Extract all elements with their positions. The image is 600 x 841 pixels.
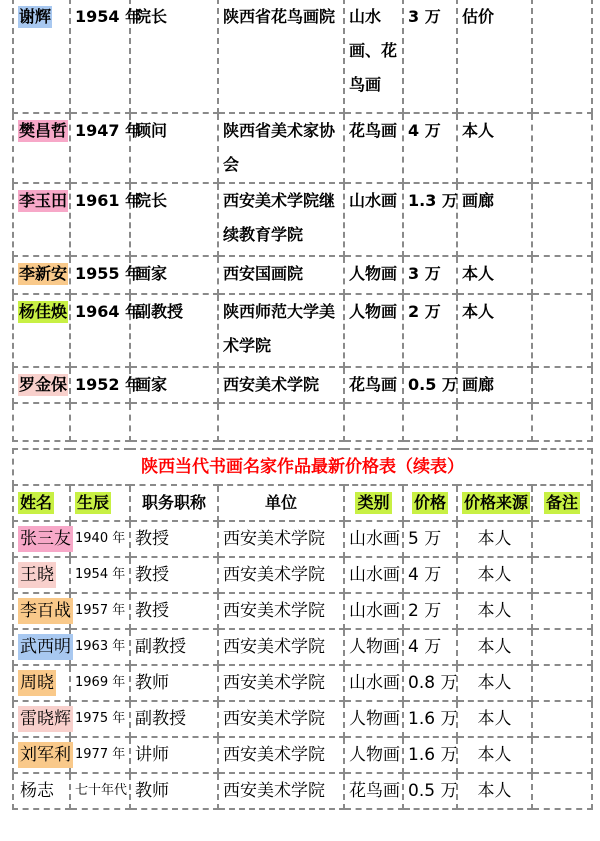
name-cell: [13, 256, 70, 294]
price-source: 画廊: [457, 183, 532, 256]
job-title: 顾问: [130, 113, 218, 183]
remark: [532, 294, 592, 367]
column-header-label: 价格: [413, 493, 446, 512]
table-row: [13, 367, 592, 403]
artist-name: 谢辉: [19, 7, 52, 26]
artist-name: 李百战: [18, 598, 73, 624]
price-source: 本人: [457, 701, 532, 737]
job-title: 副教授: [130, 701, 218, 737]
table-row: [13, 665, 592, 701]
birth-year: 1975 年: [70, 701, 130, 737]
price-source: 本人: [457, 773, 532, 809]
empty-cell: [70, 403, 130, 441]
table-row: [13, 593, 592, 629]
column-header: [344, 485, 403, 521]
price: 0.5 万: [403, 773, 457, 809]
column-header: [13, 485, 70, 521]
artist-name: 李新安: [19, 264, 68, 283]
remark: [532, 521, 592, 557]
artist-name: 张三友: [18, 526, 73, 552]
artist-name: 罗金保: [19, 375, 68, 394]
price-table-continued: [12, 448, 593, 810]
price: 4 万: [403, 629, 457, 665]
price: 0.5 万: [403, 367, 457, 403]
art-category: 山水画、花鸟画: [344, 0, 403, 113]
birth-year: 1947 年: [70, 113, 130, 183]
price-source: 本人: [457, 665, 532, 701]
name-cell: [13, 593, 70, 629]
art-category: 人物画: [344, 629, 403, 665]
art-category: 花鸟画: [344, 773, 403, 809]
column-header-label: 单位: [264, 493, 297, 512]
work-unit: 陕西省美术家协会: [218, 113, 344, 183]
name-cell: [13, 629, 70, 665]
art-category: 人物画: [344, 256, 403, 294]
art-category: 花鸟画: [344, 367, 403, 403]
work-unit: 西安美术学院: [218, 737, 344, 773]
artist-name: 雷晓辉: [18, 706, 73, 732]
remark: [532, 629, 592, 665]
table-row: [13, 773, 592, 809]
name-cell: [13, 665, 70, 701]
job-title: 画家: [130, 367, 218, 403]
birth-year: 1957 年: [70, 593, 130, 629]
price-source: 本人: [457, 557, 532, 593]
price: 1.6 万: [403, 701, 457, 737]
column-header: [532, 485, 592, 521]
price: 5 万: [403, 521, 457, 557]
price-source: 本人: [457, 294, 532, 367]
name-cell: [13, 183, 70, 256]
remark: [532, 557, 592, 593]
name-cell: [13, 294, 70, 367]
table-row: [13, 737, 592, 773]
remark: [532, 256, 592, 294]
remark: [532, 737, 592, 773]
artist-name: 武西明: [18, 634, 73, 660]
empty-cell: [130, 403, 218, 441]
empty-cell: [532, 403, 592, 441]
work-unit: 西安美术学院: [218, 665, 344, 701]
artist-name: 樊昌哲: [19, 121, 68, 140]
job-title: 院长: [130, 183, 218, 256]
art-category: 山水画: [344, 593, 403, 629]
birth-year: 1969 年: [70, 665, 130, 701]
table-row: [13, 294, 592, 367]
work-unit: 西安美术学院: [218, 773, 344, 809]
birth-year: 1955 年: [70, 256, 130, 294]
table-title: 陕西当代书画名家作品最新价格表（续表）: [13, 449, 592, 485]
remark: [532, 113, 592, 183]
column-header-label: 备注: [545, 493, 578, 512]
table-row: [13, 113, 592, 183]
price-source: 本人: [457, 629, 532, 665]
price-source: 本人: [457, 256, 532, 294]
art-category: 花鸟画: [344, 113, 403, 183]
column-header-label: 价格来源: [464, 493, 529, 512]
name-cell: [13, 557, 70, 593]
remark: [532, 593, 592, 629]
art-category: 人物画: [344, 294, 403, 367]
artist-name: 李玉田: [19, 191, 68, 210]
name-cell: [13, 367, 70, 403]
column-header: [218, 485, 344, 521]
art-category: 山水画: [344, 521, 403, 557]
name-cell: [13, 737, 70, 773]
work-unit: 陕西省花鸟画院: [218, 0, 344, 113]
remark: [532, 183, 592, 256]
job-title: 教授: [130, 521, 218, 557]
birth-year: 七十年代: [70, 773, 130, 809]
price: 1.3 万: [403, 183, 457, 256]
artist-name: 杨佳焕: [19, 302, 68, 321]
column-header-label: 生辰: [77, 493, 110, 512]
name-cell: [13, 701, 70, 737]
job-title: 教授: [130, 557, 218, 593]
art-category: 人物画: [344, 737, 403, 773]
birth-year: 1940 年: [70, 521, 130, 557]
job-title: 副教授: [130, 294, 218, 367]
remark: [532, 701, 592, 737]
name-cell: [13, 773, 70, 809]
artist-name: 刘军利: [18, 742, 73, 768]
work-unit: 西安美术学院: [218, 701, 344, 737]
art-category: 人物画: [344, 701, 403, 737]
art-category: 山水画: [344, 557, 403, 593]
price-source: 估价: [457, 0, 532, 113]
art-category: 山水画: [344, 183, 403, 256]
price: 2 万: [403, 593, 457, 629]
table-row: [13, 701, 592, 737]
header-row: [13, 485, 592, 521]
price-source: 画廊: [457, 367, 532, 403]
work-unit: 西安美术学院: [218, 521, 344, 557]
job-title: 教授: [130, 593, 218, 629]
table-row: [13, 0, 592, 113]
job-title: 讲师: [130, 737, 218, 773]
artist-name: 王晓: [18, 562, 56, 588]
artist-name: 杨志: [20, 781, 54, 801]
empty-cell: [403, 403, 457, 441]
column-header-label: 职务职称: [141, 493, 206, 512]
work-unit: 西安国画院: [218, 256, 344, 294]
column-header-label: 类别: [357, 493, 390, 512]
birth-year: 1963 年: [70, 629, 130, 665]
price-source: 本人: [457, 737, 532, 773]
job-title: 教师: [130, 773, 218, 809]
job-title: 画家: [130, 256, 218, 294]
price: 1.6 万: [403, 737, 457, 773]
price: 4 万: [403, 557, 457, 593]
empty-cell: [344, 403, 403, 441]
work-unit: 西安美术学院继续教育学院: [218, 183, 344, 256]
empty-row: [13, 403, 592, 441]
column-header: [403, 485, 457, 521]
price: 3 万: [403, 256, 457, 294]
name-cell: [13, 0, 70, 113]
name-cell: [13, 113, 70, 183]
job-title: 副教授: [130, 629, 218, 665]
birth-year: 1954 年: [70, 0, 130, 113]
birth-year: 1954 年: [70, 557, 130, 593]
price: 0.8 万: [403, 665, 457, 701]
empty-cell: [457, 403, 532, 441]
remark: [532, 665, 592, 701]
column-header: [130, 485, 218, 521]
art-category: 山水画: [344, 665, 403, 701]
price: 2 万: [403, 294, 457, 367]
table-row: [13, 183, 592, 256]
artist-name: 周晓: [18, 670, 56, 696]
price-source: 本人: [457, 593, 532, 629]
price-source: 本人: [457, 113, 532, 183]
table-row: [13, 521, 592, 557]
work-unit: 西安美术学院: [218, 367, 344, 403]
job-title: 院长: [130, 0, 218, 113]
column-header-label: 姓名: [20, 493, 53, 512]
column-header: [70, 485, 130, 521]
birth-year: 1964 年: [70, 294, 130, 367]
birth-year: 1977 年: [70, 737, 130, 773]
birth-year: 1952 年: [70, 367, 130, 403]
empty-cell: [218, 403, 344, 441]
remark: [532, 367, 592, 403]
price: 4 万: [403, 113, 457, 183]
work-unit: 西安美术学院: [218, 593, 344, 629]
name-cell: [13, 521, 70, 557]
price: 3 万: [403, 0, 457, 113]
empty-cell: [13, 403, 70, 441]
table-row: [13, 629, 592, 665]
table-row: [13, 557, 592, 593]
column-header: [457, 485, 532, 521]
work-unit: 西安美术学院: [218, 629, 344, 665]
birth-year: 1961 年: [70, 183, 130, 256]
price-table-top: [12, 0, 593, 442]
job-title: 教师: [130, 665, 218, 701]
table-row: [13, 256, 592, 294]
work-unit: 陕西师范大学美术学院: [218, 294, 344, 367]
table-title-row: [13, 449, 592, 485]
work-unit: 西安美术学院: [218, 557, 344, 593]
remark: [532, 773, 592, 809]
price-source: 本人: [457, 521, 532, 557]
remark: [532, 0, 592, 113]
